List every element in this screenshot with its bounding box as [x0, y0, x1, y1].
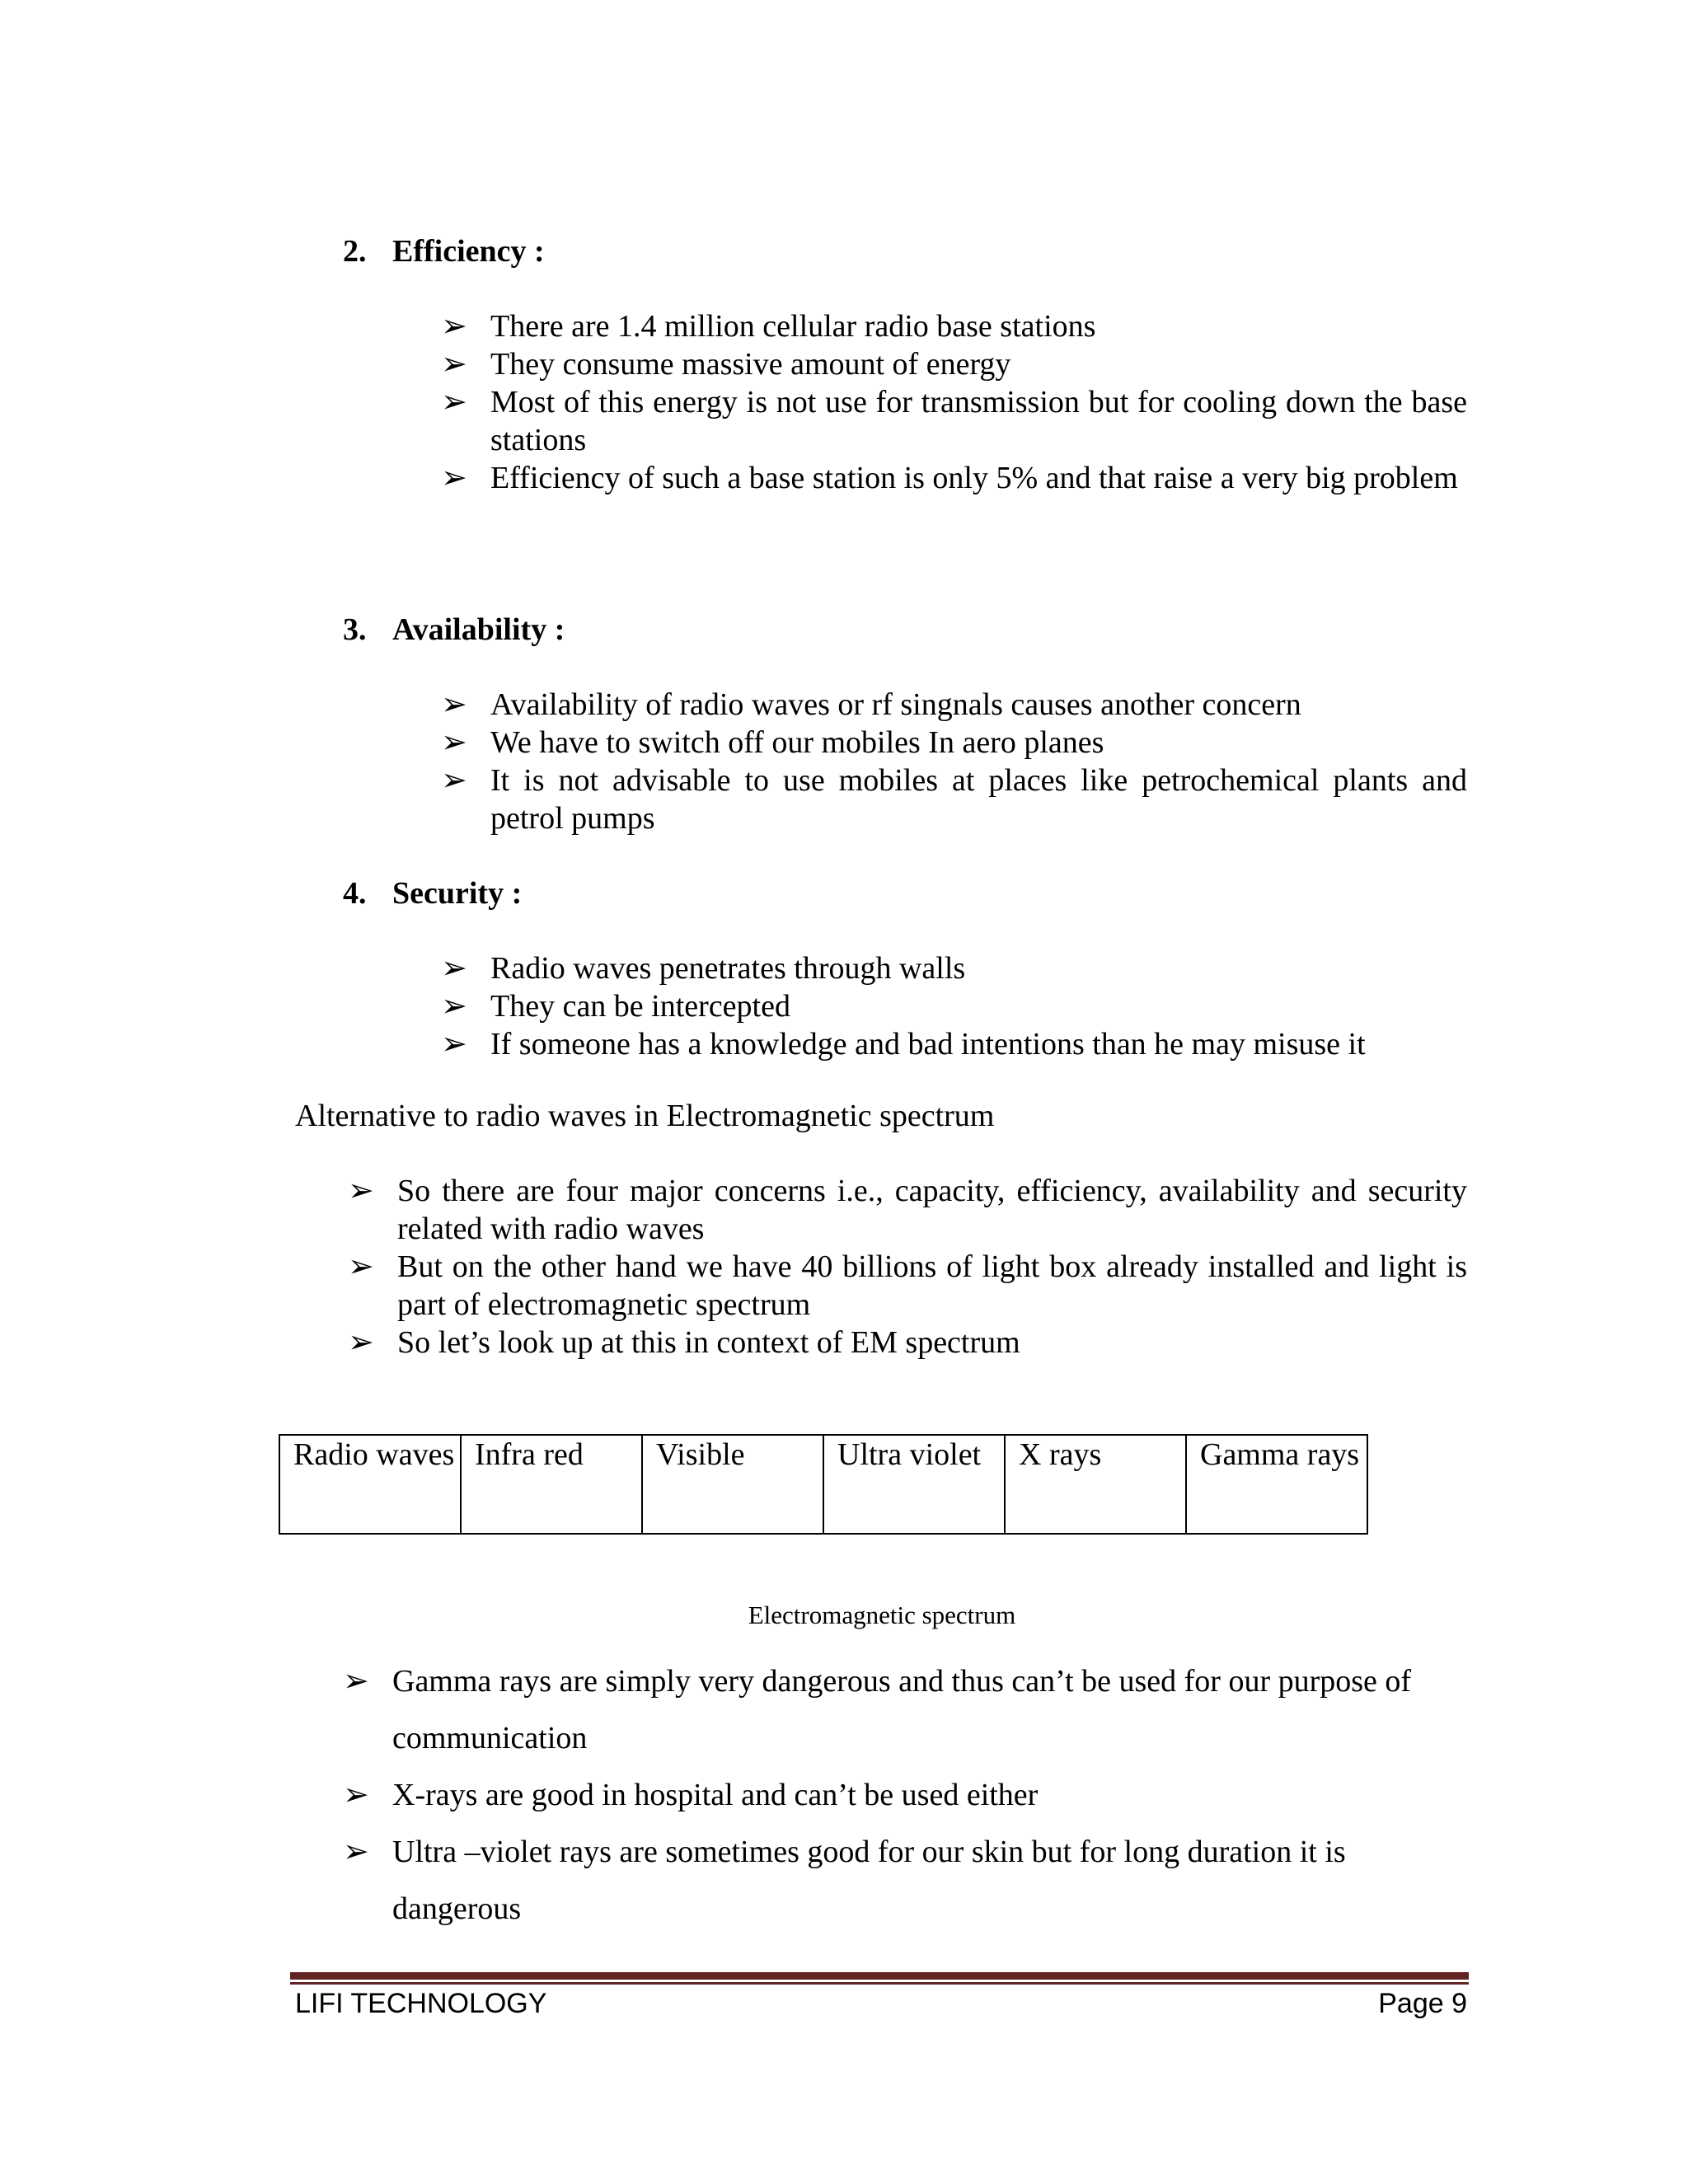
list-item: ➢ But on the other hand we have 40 billions of light box already installed and light is part of electromagnetic spectrum: [348, 1249, 1467, 1322]
arrow-bullet-icon: ➢: [441, 1027, 467, 1062]
footer-rule-thin: [290, 1982, 1469, 1985]
arrow-bullet-icon: ➢: [441, 461, 467, 495]
arrow-bullet-icon: ➢: [348, 1174, 374, 1208]
security-bullet-list: [441, 949, 1467, 1063]
section-number: 4.: [343, 876, 367, 911]
table-caption: Electromagnetic spectrum: [748, 1601, 1016, 1629]
arrow-bullet-icon: ➢: [348, 1325, 374, 1360]
list-item: ➢ Radio waves penetrates through walls: [441, 951, 966, 986]
arrow-bullet-icon: ➢: [441, 725, 467, 760]
arrow-bullet-icon: ➢: [343, 1778, 369, 1812]
arrow-bullet-icon: ➢: [343, 1835, 369, 1869]
section-heading-security: [343, 875, 522, 912]
section-heading-availability: [343, 612, 565, 648]
section-number: 3.: [343, 612, 367, 647]
footer-title: LIFI TECHNOLOGY: [295, 1988, 547, 2019]
list-item: ➢ We have to switch off our mobiles In aero planes: [441, 725, 1104, 760]
list-item: ➢ Ultra –violet rays are sometimes good for our skin but for long duration it is dangerous: [343, 1824, 1467, 1938]
list-item: ➢ Efficiency of such a base station is only 5% and that raise a very big problem: [441, 461, 1458, 495]
table-cell: Ultra violet: [823, 1435, 1005, 1534]
list-item: ➢ They consume massive amount of energy: [441, 347, 1011, 382]
section-number: 2.: [343, 234, 367, 269]
alternative-bullet-list: [348, 1172, 1467, 1361]
table-row: [279, 1435, 1367, 1534]
availability-bullet-list: [441, 686, 1467, 837]
footer-rule: [290, 1972, 1469, 1980]
alternative-heading: Alternative to radio waves in Electromagnetic spectrum: [295, 1099, 995, 1133]
arrow-bullet-icon: ➢: [441, 989, 467, 1024]
arrow-bullet-icon: ➢: [441, 385, 467, 419]
list-item: ➢ So there are four major concerns i.e., capacity, efficiency, availability and security related with radio waves: [348, 1174, 1467, 1246]
list-item: ➢ So let’s look up at this in context of EM spectrum: [348, 1325, 1020, 1360]
arrow-bullet-icon: ➢: [348, 1249, 374, 1284]
arrow-bullet-icon: ➢: [441, 951, 467, 986]
list-item: ➢ They can be intercepted: [441, 989, 790, 1024]
efficiency-bullet-list: [441, 307, 1467, 497]
section-heading-efficiency: [343, 233, 545, 269]
list-item: ➢ Availability of radio waves or rf singnals causes another concern: [441, 687, 1301, 722]
table-cell: Gamma rays: [1186, 1435, 1367, 1534]
page-number: Page 9: [1378, 1988, 1467, 2019]
section-title: Availability :: [392, 612, 565, 647]
arrow-bullet-icon: ➢: [441, 347, 467, 382]
list-item: ➢ If someone has a knowledge and bad intentions than he may misuse it: [441, 1027, 1366, 1062]
section-title: Security :: [392, 876, 523, 911]
arrow-bullet-icon: ➢: [441, 309, 467, 344]
table-cell: X rays: [1005, 1435, 1186, 1534]
conclusion-bullet-list: [343, 1653, 1467, 1938]
spectrum-table: [279, 1434, 1368, 1535]
table-cell: Radio waves: [279, 1435, 461, 1534]
list-item: ➢ Gamma rays are simply very dangerous and thus can’t be used for our purpose of communication: [343, 1653, 1467, 1767]
arrow-bullet-icon: ➢: [343, 1664, 369, 1699]
table-cell: Infra red: [461, 1435, 642, 1534]
list-item: ➢ Most of this energy is not use for transmission but for cooling down the base stations: [441, 385, 1467, 457]
section-title: Efficiency :: [392, 234, 545, 269]
list-item: ➢ X-rays are good in hospital and can’t be used either: [343, 1767, 1467, 1824]
list-item: ➢ There are 1.4 million cellular radio base stations: [441, 309, 1096, 344]
arrow-bullet-icon: ➢: [441, 687, 467, 722]
table-cell: Visible: [642, 1435, 823, 1534]
arrow-bullet-icon: ➢: [441, 763, 467, 798]
list-item: ➢ It is not advisable to use mobiles at places like petrochemical plants and petrol pumps: [441, 763, 1467, 836]
